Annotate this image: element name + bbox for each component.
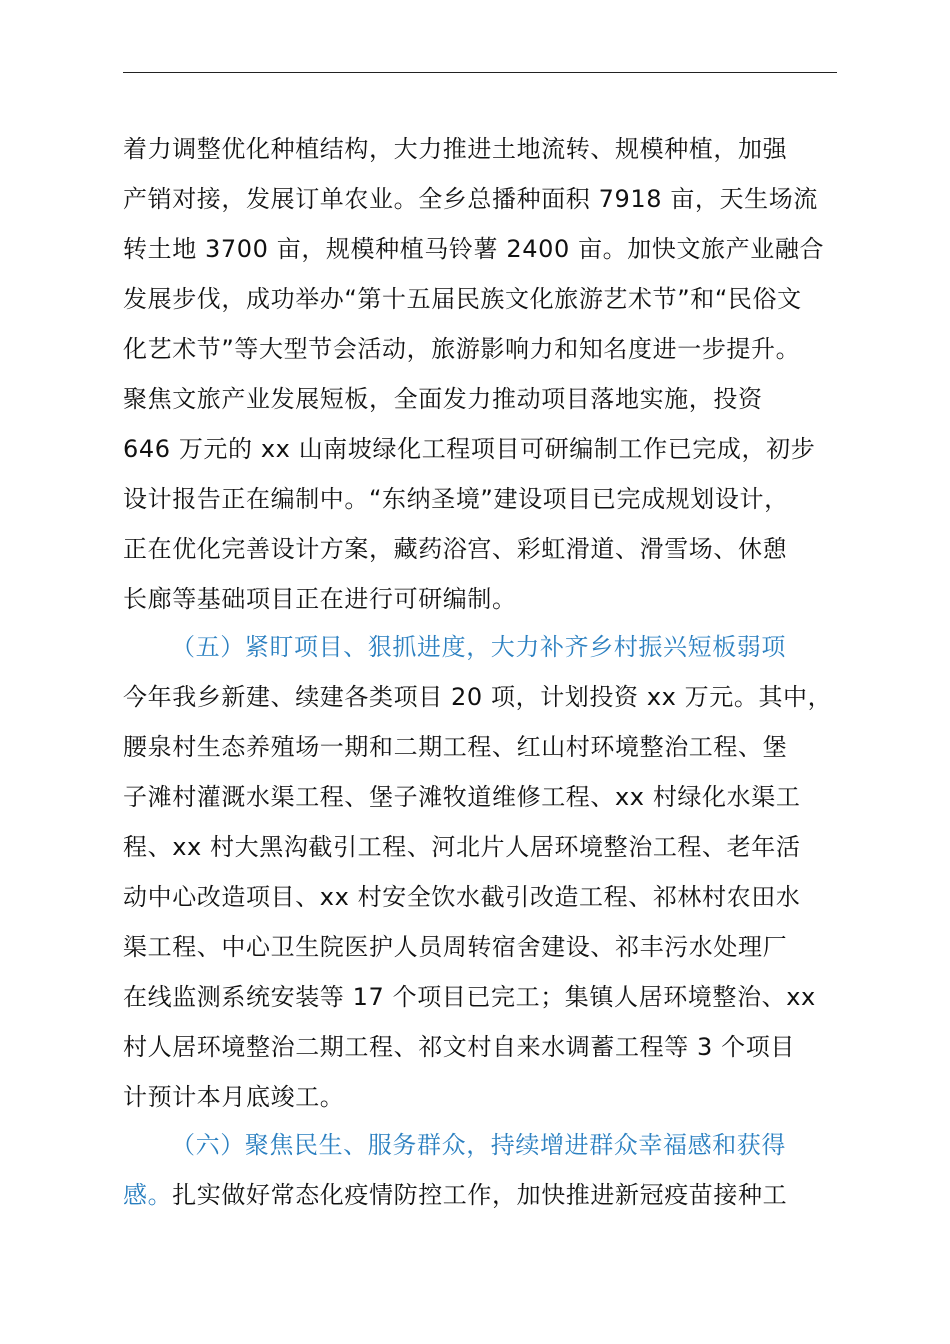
paragraph-line bbox=[123, 1170, 787, 1220]
paragraph-line: 646 万元的 xx 山南坡绿化工程项目可研编制工作已完成，初步 bbox=[123, 435, 816, 463]
paragraph-line: 今年我乡新建、续建各类项目 20 项，计划投资 xx 万元。其中， bbox=[123, 683, 833, 711]
paragraph-line: 聚焦文旅产业发展短板，全面发力推动项目落地实施，投资 bbox=[123, 385, 763, 413]
paragraph-line: 长廊等基础项目正在进行可研编制。 bbox=[123, 585, 517, 613]
paragraph-line: 动中心改造项目、xx 村安全饮水截引改造工程、祁林村农田水 bbox=[123, 883, 801, 911]
paragraph-line: 子滩村灌溉水渠工程、堡子滩牧道维修工程、xx 村绿化水渠工 bbox=[123, 783, 801, 811]
paragraph-line: 产销对接，发展订单农业。全乡总播种面积 7918 亩，天生场流 bbox=[123, 185, 818, 213]
paragraph-line: 村人居环境整治二期工程、祁文村自来水调蓄工程等 3 个项目 bbox=[123, 1033, 795, 1061]
paragraph-line: 转土地 3700 亩，规模种植马铃薯 2400 亩。加快文旅产业融合 bbox=[123, 235, 825, 263]
paragraph-line: 渠工程、中心卫生院医护人员周转宿舍建设、祁丰污水处理厂 bbox=[123, 933, 788, 961]
paragraph-line: 程、xx 村大黑沟截引工程、河北片人居环境整治工程、老年活 bbox=[123, 833, 801, 861]
paragraph-line: 计预计本月底竣工。 bbox=[123, 1083, 345, 1111]
paragraph-line: 化艺术节”等大型节会活动，旅游影响力和知名度进一步提升。 bbox=[123, 335, 801, 363]
section-heading-5: （五）紧盯项目、狠抓进度，大力补齐乡村振兴短板弱项 bbox=[171, 633, 786, 661]
header-rule bbox=[123, 72, 837, 73]
paragraph-line: 设计报告正在编制中。“东纳圣境”建设项目已完成规划设计， bbox=[123, 485, 789, 513]
section-heading-6-end: 感。 bbox=[123, 1181, 173, 1209]
section-heading-6: （六）聚焦民生、服务群众，持续增进群众幸福感和获得 bbox=[171, 1131, 786, 1159]
paragraph-text: 扎实做好常态化疫情防控工作，加快推进新冠疫苗接种工 bbox=[172, 1181, 788, 1209]
paragraph-line: 正在优化完善设计方案，藏药浴宫、彩虹滑道、滑雪场、休憩 bbox=[123, 535, 788, 563]
paragraph-line: 发展步伐，成功举办“第十五届民族文化旅游艺术节”和“民俗文 bbox=[123, 285, 802, 313]
paragraph-line: 在线监测系统安装等 17 个项目已完工；集镇人居环境整治、xx bbox=[123, 983, 816, 1011]
paragraph-line: 腰泉村生态养殖场一期和二期工程、红山村环境整治工程、堡 bbox=[123, 733, 788, 761]
paragraph-line: 着力调整优化种植结构，大力推进土地流转、规模种植，加强 bbox=[123, 135, 788, 163]
